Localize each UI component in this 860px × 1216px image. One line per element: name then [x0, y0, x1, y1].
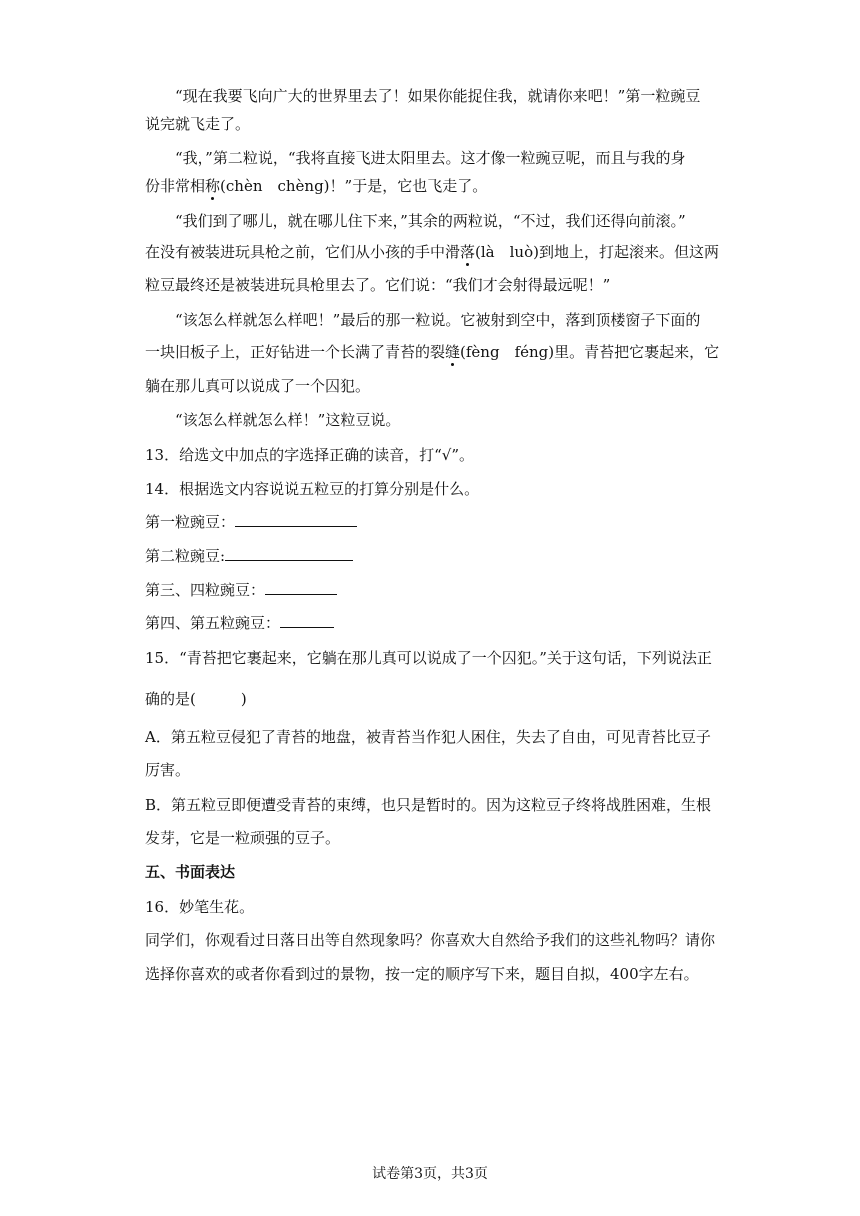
- question-16: 16．妙笔生花。: [145, 898, 255, 916]
- question-16-line2: 选择你喜欢的或者你看到过的景物，按一定的顺序写下来，题目自拟，400字左右。: [145, 965, 699, 983]
- question-13: 13．给选文中加点的字选择正确的读音，打“√”。: [145, 446, 474, 464]
- dotted-char: 落: [460, 243, 476, 261]
- passage-p4-line1: “该怎么样就怎么样吧！”最后的那一粒说。它被射到空中，落到顶楼窗子下面的: [175, 311, 701, 329]
- q14-answer-1: [145, 512, 725, 532]
- passage-p3-line3: 粒豆最终还是被装进玩具枪里去了。它们说：“我们才会射得最远呢！”: [145, 276, 611, 294]
- option-b-line2: 发芽，它是一粒顽强的豆子。: [145, 829, 341, 847]
- text-run: (chèn chèng)！”于是，它也飞走了。: [220, 177, 488, 195]
- q14-answer-3: [145, 580, 725, 600]
- answer-label: 第三、四粒豌豆：: [145, 581, 266, 599]
- option-a-line2: 厉害。: [145, 761, 191, 779]
- page-footer: 试卷第3页，共3页: [372, 1166, 488, 1182]
- dotted-char: 称: [205, 177, 221, 195]
- answer-label: 第四、第五粒豌豆：: [145, 614, 281, 632]
- answer-blank[interactable]: [225, 546, 353, 561]
- passage-p1-line1: “现在我要飞向广大的世界里去了！如果你能捉住我，就请你来吧！”第一粒豌豆: [175, 87, 701, 105]
- passage-p5-line1: “该怎么样就怎么样！”这粒豆说。: [175, 411, 401, 429]
- answer-blank[interactable]: [235, 512, 357, 527]
- text-run: 一块旧板子上，正好钻进一个长满了青苔的裂: [145, 343, 446, 361]
- passage-p1-line2: 说完就飞走了。: [145, 115, 251, 133]
- text-run: 份非常相: [145, 177, 206, 195]
- answer-blank[interactable]: [265, 580, 337, 595]
- option-a-line1: A．第五粒豆侵犯了青苔的地盘，被青苔当作犯人困住，失去了自由，可见青苔比豆子: [145, 728, 711, 746]
- answer-label: 第二粒豌豆:: [145, 547, 226, 565]
- question-14: 14．根据选文内容说说五粒豆的打算分别是什么。: [145, 480, 480, 498]
- question-15-line2: 确的是( ): [145, 690, 247, 708]
- passage-p4-line3: 躺在那儿真可以说成了一个囚犯。: [145, 377, 371, 395]
- answer-blank[interactable]: [280, 613, 334, 628]
- section-heading: 五、书面表达: [145, 863, 236, 881]
- answer-label: 第一粒豌豆：: [145, 513, 236, 531]
- question-15-line1: 15．“青苔把它裹起来，它躺在那儿真可以说成了一个囚犯。”关于这句话，下列说法正: [145, 649, 712, 667]
- text-run: 在没有被装进玩具枪之前，它们从小孩的手中滑: [145, 243, 461, 261]
- passage-p2-line1: “我，”第二粒说，“我将直接飞进太阳里去。这才像一粒豌豆呢，而且与我的身: [175, 149, 686, 167]
- passage-p4-line2: [145, 342, 725, 362]
- passage-p2-line2: [145, 176, 725, 196]
- passage-p3-line1: “我们到了哪儿，就在哪儿住下来，”其余的两粒说，“不过，我们还得向前滚。”: [175, 212, 686, 230]
- question-16-line1: 同学们，你观看过日落日出等自然现象吗？你喜欢大自然给予我们的这些礼物吗？请你: [145, 931, 716, 949]
- dotted-char: 缝: [445, 343, 461, 361]
- text-run: (fèng féng)里。青苔把它裹起来，它: [460, 343, 720, 361]
- option-b-line1: B．第五粒豆即便遭受青苔的束缚，也只是暂时的。因为这粒豆子终将战胜困难，生根: [145, 796, 712, 814]
- text-run: (là luò)到地上，打起滚来。但这两: [475, 243, 719, 261]
- passage-p3-line2: [145, 242, 725, 262]
- q14-answer-4: [145, 613, 725, 633]
- q14-answer-2: [145, 546, 725, 566]
